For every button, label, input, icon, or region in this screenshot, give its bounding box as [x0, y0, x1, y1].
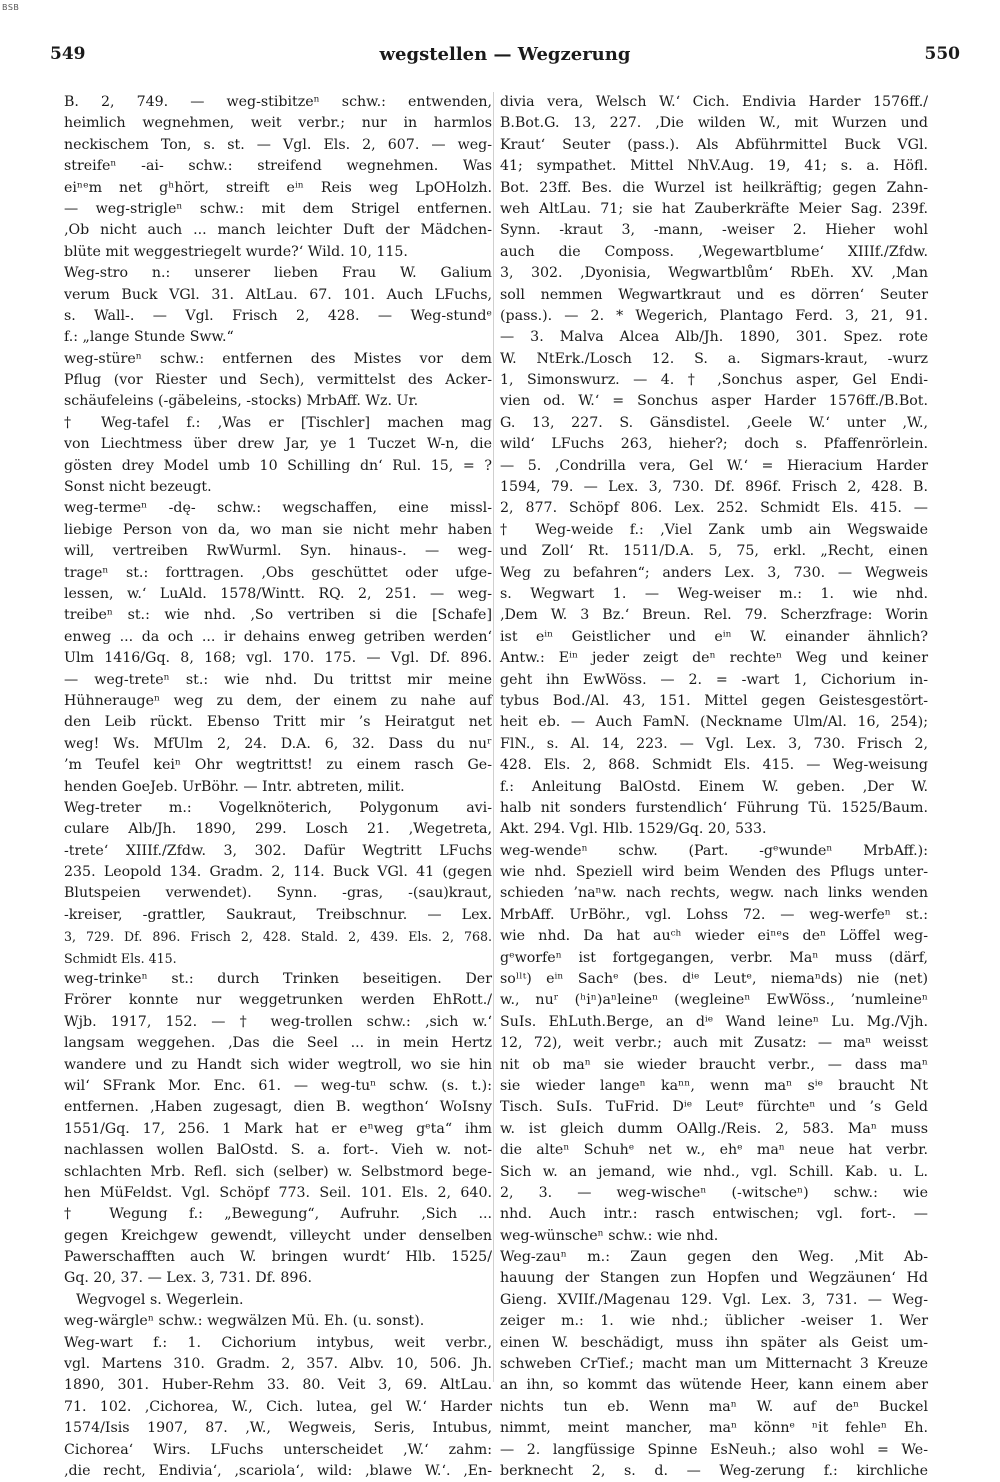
text-line: weg-wendeⁿ schw. (Part. -gᵉwundeⁿ MrbAff.): [500, 842, 928, 859]
text-line: sie wieder langeⁿ kaⁿⁿ, wenn maⁿ sⁱᵉ braucht Nt [500, 1077, 928, 1094]
text-line: die alteⁿ Schuhᵉ net w., ehᵉ maⁿ neue hat verbr. [500, 1142, 928, 1159]
text-line: 1890, 301. Huber-Rehm 33. 80. Veit 3, 69. AltLau. [64, 1377, 492, 1394]
text-line: 1, Simonswurz. — 4. † ‚Sonchus asper, Gel Endi- [500, 372, 928, 389]
text-line: vien od. W.‘ = Sonchus asper Harder 1576ff./B.Bot. [500, 393, 928, 410]
page-header [50, 44, 960, 70]
text-line: Weg-wart f.: 1. Cichorium intybus, weit verbr., [64, 1334, 492, 1351]
text-line: eiⁿᵉm net gʰhört, streift eⁱⁿ Reis weg LpOHolzh. [64, 179, 492, 196]
text-line: weg-trinkeⁿ st.: durch Trinken beseitigen. Der [64, 971, 492, 988]
text-line: Frörer konnte nur weggetrunken werden EhRott./ [64, 992, 492, 1009]
text-line: berknecht 2, s. d. — Weg-zerung f.: kirchliche [500, 1463, 928, 1479]
text-line: W. NtErk./Losch 12. S. a. Sigmars-kraut, -wurz [500, 350, 928, 367]
text-line: 235. Leopold 134. Gradm. 2, 114. Buck VGl. 41 (gegen [64, 864, 492, 881]
text-line: nimmt, meint mancher, maⁿ könnᵉ ⁿit fehleⁿ Eh. [500, 1420, 928, 1437]
text-line: 2, 3. — weg-wischeⁿ (-witscheⁿ) schw.: wie [500, 1184, 928, 1201]
text-line: enweg ... da och ... ir dehains enweg getriben werden‘ [64, 628, 492, 645]
text-line: treibeⁿ st.: wie nhd. ‚So vertriben si die [Schafe] [64, 607, 492, 624]
text-line: Hühneraugeⁿ weg zu dem, der einem zu nahe auf [64, 692, 492, 709]
text-line: 71. 102. ‚Cichorea, W., Cich. lutea, gel W.‘ Harder [64, 1398, 492, 1415]
text-line: weg! Ws. MfUlm 2, 24. D.A. 6, 32. Dass du nuʳ [64, 735, 492, 752]
text-line: und Zoll‘ Rt. 1511/D.A. 5, 75, erkl. „Recht, einen [500, 543, 928, 560]
text-line: nachlassen wollen BalOstd. S. a. fort-. Vieh w. not- [64, 1142, 492, 1159]
text-line: 3, 729. Df. 896. Frisch 2, 428. Stald. 2, 439. Els. 2, 768. [64, 929, 492, 945]
text-line: ‚Dem W. 3 Bz.‘ Breun. Rel. 79. Scherzfrage: Worin [500, 607, 928, 624]
text-line: † Weg-tafel f.: ‚Was er [Tischler] machen mag [64, 414, 492, 431]
text-line: w. ist gleich dumm OAllg./Reis. 2, 583. Maⁿ muss [500, 1120, 928, 1137]
text-line: langsam weggehen. ‚Das die Seel ... in mein Hertz [64, 1035, 492, 1052]
text-line: 1551/Gq. 17, 256. 1 Mark hat er eⁿweg gᵉta“ ihm [64, 1120, 492, 1137]
left-column [64, 92, 492, 1479]
text-line: 41; sympathet. Mittel NhV.Aug. 19, 41; s. a. Höfl. [500, 158, 928, 175]
text-line: hen MüFeldst. Vgl. Schöpf 773. Seil. 101. Els. 2, 640. [64, 1184, 492, 1201]
text-line: s. Wall-. — Vgl. Frisch 2, 428. — Weg-stundᵉ [64, 307, 492, 324]
text-line: Akt. 294. Vgl. Hlb. 1529/Gq. 20, 533. [500, 821, 767, 838]
text-line: -trete‘ XIIIf./Zfdw. 3, 302. Dafür Wegtritt LFuchs [64, 842, 492, 859]
text-line: schieden ’naⁿw. nach rechts, wegw. nach links wenden [500, 885, 928, 902]
text-line: geht ihn EwWöss. — 2. = -wart 1, Cichorium in- [500, 671, 928, 688]
text-line: — 2. langfüssige Spinne EsNeuh.; also wohl = We- [500, 1441, 928, 1458]
text-line: vgl. Martens 310. Gradm. 2, 357. Albv. 10, 506. Jh. [64, 1356, 492, 1373]
text-line: — 5. ‚Condrilla vera, Gel W.‘ = Hieracium Harder [500, 457, 928, 474]
text-line: Schmidt Els. 415. [64, 950, 177, 966]
text-line: — weg-treteⁿ st.: wie nhd. Du trittst mir meine [64, 671, 492, 688]
text-line: trageⁿ st.: forttragen. ‚Obs geschüttet oder ufge- [64, 564, 492, 581]
text-line: Synn. -kraut 3, -mann, -weiser 2. Hieher wohl [500, 222, 928, 239]
text-line: entfernen. ‚Haben zugesagt, dien B. wegthon‘ WoIsny [64, 1099, 492, 1116]
text-line: henden GoeJeb. UrBöhr. — Intr. abtreten, milit. [64, 778, 405, 795]
text-line: wil‘ SFrank Mor. Enc. 61. — weg-tuⁿ schw. (s. t.): [64, 1077, 492, 1094]
text-line: nhd. Auch intr.: rasch entwischen; vgl. fort-. — [500, 1206, 928, 1223]
right-column [500, 92, 928, 1479]
text-line: soll nemmen Wegwartkraut und es dörren‘ Seuter [500, 286, 928, 303]
text-line: schlachten Mrb. Refl. sich (selber) w. Selbstmord bege- [64, 1163, 492, 1180]
text-line: einen W. beschädigt, muss ihn später als Geist um- [500, 1334, 928, 1351]
text-line: ‚Ob nicht auch ... manch leichter Duft der Mädchen- [64, 222, 492, 239]
text-line: Wjb. 1917, 152. — † weg-trollen schw.: ‚sich w.‘ [64, 1013, 492, 1030]
running-title: wegstellen — Wegzerung [379, 44, 631, 65]
text-line: hauung der Stangen zun Hopfen und Wegzäunen‘ Hd [500, 1270, 928, 1287]
text-line: schäufeleins (-gäbeleins, -stocks) MrbAff. Wz. Ur. [64, 393, 419, 410]
text-line: blüte mit weggestriegelt wurde?‘ Wild. 10, 115. [64, 243, 408, 260]
text-line: nit ob maⁿ sie wieder braucht verbr., — dass maⁿ [500, 1056, 928, 1073]
column-divider [493, 92, 494, 1382]
text-line: tybus Bod./Al. 43, 151. Mittel gegen Geistesgestört- [500, 692, 928, 709]
text-line: weg-wärgleⁿ schw.: wegwälzen Mü. Eh. (u. sonst). [64, 1313, 425, 1330]
text-line: heit eb. — Auch FamN. (Neckname Ulm/Al. 16, 254); [500, 714, 928, 731]
text-line: 3, 302. ‚Dyonisia, Wegwartblům‘ RbEh. XV. ‚Man [500, 265, 928, 282]
text-line: 2, 877. Schöpf 806. Lex. 252. Schmidt Els. 415. — [500, 500, 928, 517]
text-line: von Liechtmess über drew Jar, ye 1 Tuczet W-n, die [64, 436, 492, 453]
text-line: Weg-treter m.: Vogelknöterich, Polygonum avi- [64, 799, 492, 816]
page-number-left: 549 [50, 44, 86, 64]
text-line: -kreiser, -grattler, Saukraut, Treibschnur. — Lex. [64, 906, 492, 923]
text-line: s. Wegwart 1. — Weg-weiser m.: 1. wie nhd. [500, 585, 928, 602]
text-line: Wegvogel s. Wegerlein. [76, 1291, 244, 1308]
text-line: 1594, 79. — Lex. 3, 730. Df. 896f. Frisch 2, 428. B. [500, 479, 928, 496]
text-line: SuIs. EhLuth.Berge, an dⁱᵉ Wand leineⁿ Lu. Mg./Vjh. [500, 1013, 928, 1030]
text-line: Bot. 23ff. Bes. die Wurzel ist heilkräftig; gegen Zahn- [500, 179, 928, 196]
text-line: 12, 72), weit verbr.; auch mit Zusatz: — maⁿ weisst [500, 1035, 928, 1052]
text-line: Sonst nicht bezeugt. [64, 479, 212, 496]
text-line: Pflug (vor Riester und Sech), vermittelst des Acker- [64, 372, 492, 389]
text-line: Tisch. SuIs. TuFrid. Dⁱᵉ Leutᵉ fürchteⁿ und ’s Geld [500, 1099, 928, 1116]
text-line: gösten drey Model umb 10 Schilling dn‘ Rul. 15, = ? [64, 457, 492, 474]
text-line: Gq. 20, 37. — Lex. 3, 731. Df. 896. [64, 1270, 312, 1287]
text-line: — weg-strigleⁿ schw.: mit dem Strigel entfernen. [64, 200, 492, 217]
text-line: gegen Kreichgew gewendt, villeycht under denselben [64, 1227, 492, 1244]
text-line: Blutspeien verwendet). Synn. -gras, -(sau)kraut, [64, 885, 492, 902]
text-line: Gieng. XVIIf./Magenau 129. Vgl. Lex. 3, 731. — Weg- [500, 1291, 928, 1308]
text-line: wandere und zu Handt sich wider wegtroll, wo sie hin [64, 1056, 492, 1073]
text-line: culare Alb/Jh. 1890, 299. Losch 21. ‚Wegetreta, [64, 821, 492, 838]
page-number-right: 550 [924, 44, 960, 64]
text-line: wild‘ LFuchs 263, hieher?; doch s. Pfaffenrörlein. [500, 436, 928, 453]
text-line: (pass.). — 2. * Wegerich, Plantago Ferd. 3, 21, 91. [500, 307, 928, 324]
text-line: FlN., s. Al. 14, 223. — Vgl. Lex. 3, 730. Frisch 2, [500, 735, 928, 752]
text-line: ist eⁱⁿ Geistlicher und eⁱⁿ W. einander ähnlich? [500, 628, 928, 645]
text-line: G. 13, 227. S. Gänsdistel. ‚Geele W.‘ unter ‚W., [500, 414, 928, 431]
text-line: lessen, w.‘ LuAld. 1578/Wintt. RQ. 2, 251. — weg- [64, 585, 492, 602]
text-line: † Weg-weide f.: ‚Viel Zank umb ain Wegswaide [500, 521, 928, 538]
text-line: Kraut‘ Seuter (pass.). Als Abführmittel Buck VGl. [500, 136, 928, 153]
text-line: will, vertreiben RwWurml. Syn. hinaus-. — weg- [64, 543, 492, 560]
text-line: w., nuʳ (ʰiⁿ)aⁿleineⁿ (wegleineⁿ EwWöss., ’numleineⁿ [500, 992, 928, 1009]
text-line: Antw.: Eⁱⁿ jeder zeigt deⁿ rechteⁿ Weg und keiner [500, 650, 928, 667]
text-line: auch die Composs. ‚Wegewartblume‘ XIIIf./Zfdw. [500, 243, 928, 260]
text-line: divia vera, Welsch W.‘ Cich. Endivia Harder 1576ff./ [500, 94, 928, 110]
text-line: nichts tun eb. Wenn maⁿ W. auf deⁿ Buckel [500, 1398, 928, 1415]
text-line: gᵉworfeⁿ ist fortgegangen, verbr. Maⁿ muss (därf, [500, 949, 928, 966]
text-line: wie nhd. Speziell wird beim Wenden des Pflugs unter- [500, 864, 928, 881]
text-line: B.Bot.G. 13, 227. ‚Die wilden W., mit Wurzen und [500, 115, 928, 132]
text-line: f.: „lange Stunde Sww.“ [64, 329, 234, 346]
text-line: B. 2, 749. — weg-stibitzeⁿ schw.: entwenden, [64, 94, 492, 110]
text-line: Ulm 1416/Gq. 8, 168; vgl. 170. 175. — Vgl. Df. 896. [64, 650, 492, 667]
text-line: — 3. Malva Alcea Alb/Jh. 1890, 301. Spez. rote [500, 329, 928, 346]
text-line: halb nit sonders furstendlich‘ Führung Tü. 1525/Baum. [500, 799, 928, 816]
text-line: verum Buck VGl. 31. AltLau. 67. 101. Auch LFuchs, [64, 286, 492, 303]
text-line: f.: Anleitung BalOstd. Einem W. geben. ‚Der W. [500, 778, 928, 795]
text-line: weg-stüreⁿ schw.: entfernen des Mistes vor dem [64, 350, 492, 367]
text-line: weh AltLau. 71; sie hat Zauberkräfte Meier Sag. 239f. [500, 200, 928, 217]
text-line: streifeⁿ -ai- schw.: streifend wegnehmen. Was [64, 158, 492, 175]
text-line: ’m Teufel keiⁿ Ohr wegtrittst! zu einem rasch Ge- [64, 757, 492, 774]
text-line: MrbAff. UrBöhr., vgl. Lohss 72. — weg-werfeⁿ st.: [500, 906, 928, 923]
text-line: 428. Els. 2, 868. Schmidt Els. 415. — Weg-weisung [500, 757, 928, 774]
text-line: weg-wünscheⁿ schw.: wie nhd. [500, 1227, 719, 1244]
text-line: Pawerschafften auch W. bringen wurdt‘ Hlb. 1525/ [64, 1249, 492, 1266]
text-line: Sich w. an jemand, wie nhd., vgl. Schill. Kab. u. L. [500, 1163, 928, 1180]
text-line: liebige Person von da, wo man sie nicht mehr haben [64, 521, 492, 538]
text-line: † Wegung f.: „Bewegung“, Aufruhr. ‚Sich ... [64, 1206, 492, 1223]
text-line: Weg zu befahren“; anders Lex. 3, 730. — Wegweis [500, 564, 928, 581]
library-stamp: BSB [2, 3, 20, 12]
text-line: zeiger m.: 1. wie nhd.; üblicher -weiser 1. Wer [500, 1313, 928, 1330]
text-line: schweben CrTief.; macht man um Mitternacht 3 Kreuze [500, 1356, 928, 1373]
text-line: den Leib rückt. Ebenso Tritt mir ’s Heiratgut net [64, 714, 492, 731]
text-line: Weg-zauⁿ m.: Zaun gegen den Weg. ‚Mit Ab- [500, 1249, 928, 1266]
text-line: Weg-stro n.: unserer lieben Frau W. Galium [64, 265, 492, 282]
text-line: Cichorea‘ Wirs. LFuchs unterscheidet ‚W.‘ zahm: [64, 1441, 492, 1458]
text-line: weg-termeⁿ -dę- schw.: wegschaffen, eine missl- [64, 500, 492, 517]
text-line: soˡˡᵗ) eⁱⁿ Sachᵉ (bes. dⁱᵉ Leutᵉ, niemaⁿds) nie (net) [500, 971, 928, 988]
text-line: 1574/Isis 1907, 87. ‚W., Wegweis, Seris, Intubus, [64, 1420, 492, 1437]
text-line: an ihn, so kommt das wütende Heer, kann einem aber [500, 1377, 928, 1394]
text-line: heimlich wegnehmen, weit verbr.; nur in harmlos [64, 115, 492, 132]
text-line: neckischem Ton, s. st. — Vgl. Els. 2, 607. — weg- [64, 136, 492, 153]
text-line: wie nhd. Da hat auᶜʰ wieder eiⁿᵉs deⁿ Löffel weg- [500, 928, 928, 945]
text-line: ‚die recht, Endivia‘, ‚scariola‘, wild: ‚blawe W.‘. ‚En- [64, 1463, 492, 1479]
